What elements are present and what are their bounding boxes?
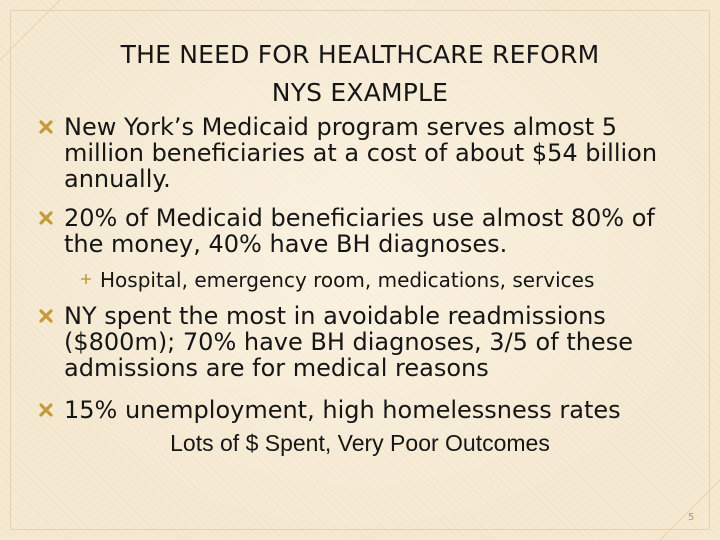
bullet-text: New York’s Medicaid program serves almost 5 million beneficiaries at a cost of about $54 billion annually. [64, 113, 658, 193]
x-bullet-icon [38, 402, 54, 418]
tagline: Lots of $ Spent, Very Poor Outcomes [170, 430, 550, 456]
sub-bullet-text: Hospital, emergency room, medications, services [100, 268, 595, 292]
x-bullet-icon [38, 210, 54, 226]
slide-title-line2: NYS EXAMPLE [271, 78, 449, 107]
bullet-item-4 [38, 397, 678, 423]
x-bullet-icon [38, 308, 54, 324]
slide-number: 5 [688, 512, 695, 523]
plus-bullet-icon [80, 273, 92, 285]
x-bullet-icon [38, 119, 54, 135]
bullet-text: 20% of Medicaid beneficiaries use almost 80% of the money, 40% have BH diagnoses. [64, 204, 655, 258]
bullet-item-3 [38, 303, 678, 381]
sub-bullet-item [80, 268, 680, 292]
bullet-item-2 [38, 205, 678, 257]
bullet-text: NY spent the most in avoidable readmissions ($800m); 70% have BH diagnoses, 3/5 of these admissions are for medical reasons [64, 302, 633, 382]
bullet-text: 15% unemployment, high homelessness rates [64, 396, 621, 424]
slide-title-line1: THE NEED FOR HEALTHCARE REFORM [120, 40, 600, 69]
bullet-item-1 [38, 114, 678, 192]
